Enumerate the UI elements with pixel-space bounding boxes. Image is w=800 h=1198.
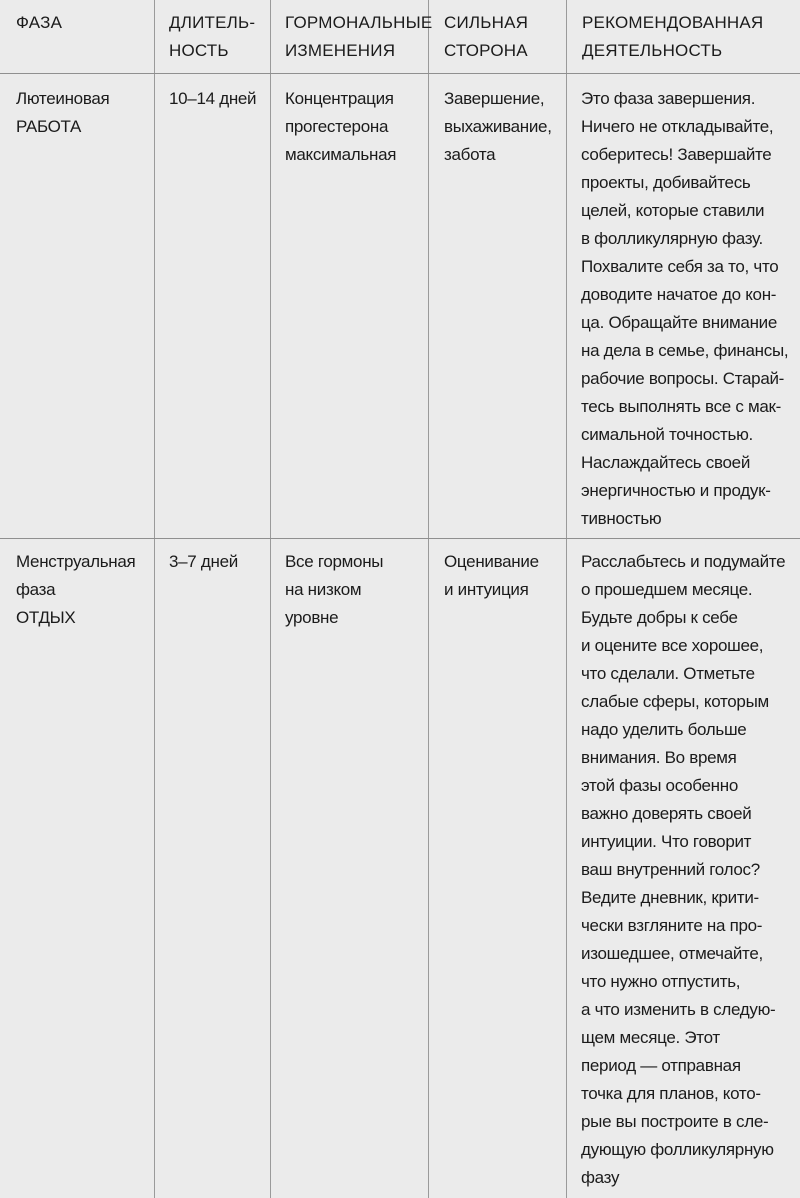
- column-divider: [270, 0, 271, 1198]
- cell-phase: Менструальная фаза ОТДЫХ: [16, 552, 136, 627]
- header-divider: [0, 73, 800, 74]
- column-divider: [428, 0, 429, 1198]
- header-duration: ДЛИТЕЛЬ- НОСТЬ: [169, 13, 256, 60]
- header-phase: ФАЗА: [16, 13, 63, 32]
- cell-activity: Это фаза завершения. Ничего не откладывайте, соберитесь! Завершайте проекты, добивайтесь целей, которые ставили в фолликулярную фазу. Похвалите себя за то, что доводите начатое до кон- ца. Обращайте внимание на дела в семье, финансы, рабочие вопросы. Старай- тесь выполнять все с мак- симальной точностью. Наслаждайтесь своей энергичностью и продук- тивностью: [581, 89, 789, 528]
- header-activity: РЕКОМЕНДОВАННАЯ ДЕЯТЕЛЬНОСТЬ: [582, 13, 764, 60]
- cell-hormones: Концентрация прогестерона максимальная: [285, 89, 397, 164]
- column-divider: [154, 0, 155, 1198]
- row-divider: [0, 538, 800, 539]
- cell-strength: Завершение, выхаживание, забота: [444, 89, 552, 164]
- cell-duration: 10–14 дней: [169, 89, 257, 108]
- cell-phase: Лютеиновая РАБОТА: [16, 89, 110, 136]
- cell-hormones: Все гормоны на низком уровне: [285, 552, 384, 627]
- cell-duration: 3–7 дней: [169, 552, 238, 571]
- cell-strength: Оценивание и интуиция: [444, 552, 539, 599]
- column-divider: [566, 0, 567, 1198]
- cell-activity: Расслабьтесь и подумайте о прошедшем месяце. Будьте добры к себе и оцените все хорошее, что сделали. Отметьте слабые сферы, которым надо уделить больше внимания. Во время этой фазы особенно важно доверять своей интуиции. Что говорит ваш внутренний голос? Ведите дневник, крити- чески взгляните на про- изошедшее, отмечайте, что нужно отпустить, а что изменить в следую- щем месяце. Этот период — отправная точка для планов, кото- рые вы построите в сле- дующую фолликулярную фазу: [581, 552, 786, 1187]
- header-hormones: ГОРМОНАЛЬНЫЕ ИЗМЕНЕНИЯ: [285, 13, 433, 60]
- header-strength: СИЛЬНАЯ СТОРОНА: [444, 13, 529, 60]
